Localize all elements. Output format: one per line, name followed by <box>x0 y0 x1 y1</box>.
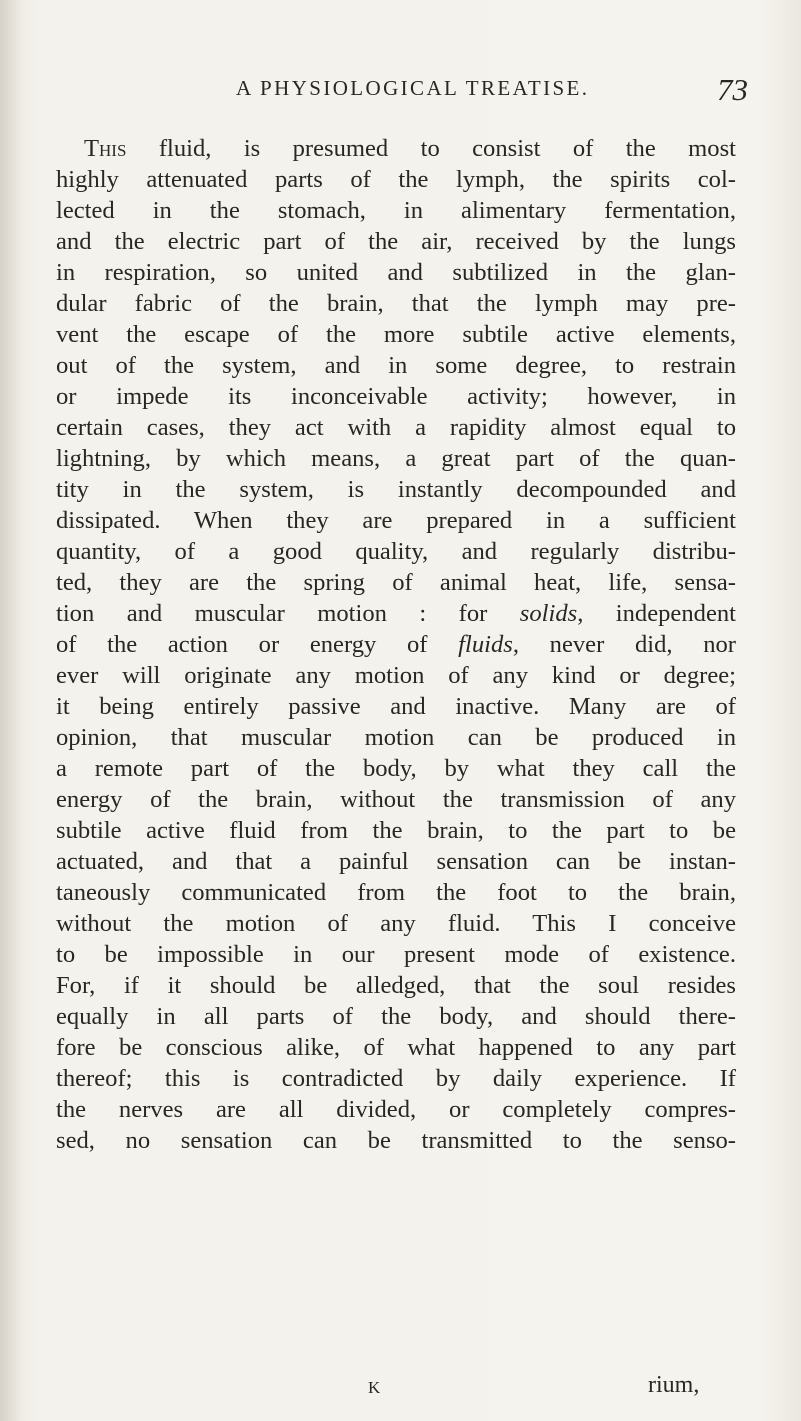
running-head <box>0 72 801 112</box>
italic-solids: solids <box>519 600 578 627</box>
text-line-29: equally in all parts of the body, and should there- <box>56 1003 736 1030</box>
text-line-33: sed, no sensation can be transmitted to the senso- <box>56 1127 736 1154</box>
text-line-26: without the motion of any fluid. This I conceive <box>56 910 736 937</box>
line-17-start: of the action or energy of <box>56 631 428 658</box>
page-footer <box>0 1372 801 1406</box>
line-1-remainder: fluid, is presumed to consist of the most <box>126 135 736 162</box>
page-number: 73 <box>717 72 748 107</box>
line-17-end: , never did, nor <box>512 631 736 658</box>
body-text <box>56 133 736 1156</box>
line-16-start: tion and muscular motion : for <box>56 600 488 627</box>
running-title: A PHYSIOLOGICAL TREATISE. <box>236 76 590 100</box>
text-line-17 <box>56 629 736 660</box>
text-line-31: thereof; this is contradicted by daily experience. If <box>56 1065 736 1092</box>
text-line-12: tity in the system, is instantly decompounded and <box>56 476 736 503</box>
text-line-7: vent the escape of the more subtile active elements, <box>56 321 736 348</box>
line-16-end: , independent <box>577 600 736 627</box>
text-line-19: it being entirely passive and inactive. Many are of <box>56 693 736 720</box>
text-line-15: ted, they are the spring of animal heat, life, sensa- <box>56 569 736 596</box>
text-line-8: out of the system, and in some degree, to restrain <box>56 352 736 379</box>
text-line-4: and the electric part of the air, received by the lungs <box>56 228 736 255</box>
signature-mark: K <box>368 1378 381 1397</box>
drop-letter: T <box>84 135 100 162</box>
catchword: rium, <box>648 1372 700 1398</box>
text-line-9: or impede its inconceivable activity; however, in <box>56 383 736 410</box>
text-line-30: fore be conscious alike, of what happened to any part <box>56 1034 736 1061</box>
text-line-27: to be impossible in our present mode of existence. <box>56 941 736 968</box>
text-line-16 <box>56 598 736 629</box>
text-line-21: a remote part of the body, by what they call the <box>56 755 736 782</box>
text-line-32: the nerves are all divided, or completely compres- <box>56 1096 736 1123</box>
italic-fluids: fluids <box>458 631 513 658</box>
text-line-10: certain cases, they act with a rapidity almost equal to <box>56 414 736 441</box>
text-line-24: actuated, and that a painful sensation can be instan- <box>56 848 736 875</box>
text-line-23: subtile active fluid from the brain, to the part to be <box>56 817 736 844</box>
text-line-14: quantity, of a good quality, and regularly distribu- <box>56 538 736 565</box>
text-line-3: lected in the stomach, in alimentary fermentation, <box>56 197 736 224</box>
text-line-22: energy of the brain, without the transmission of any <box>56 786 736 813</box>
text-line-6: dular fabric of the brain, that the lymph may pre- <box>56 290 736 317</box>
text-line-2: highly attenuated parts of the lymph, the spirits col- <box>56 166 736 193</box>
text-line-1 <box>56 133 736 164</box>
text-line-20: opinion, that muscular motion can be produced in <box>56 724 736 751</box>
text-line-11: lightning, by which means, a great part of the quan- <box>56 445 736 472</box>
text-line-28: For, if it should be alledged, that the soul resides <box>56 972 736 999</box>
small-caps-word: his <box>99 135 127 162</box>
spine-shadow <box>0 0 22 1421</box>
text-line-18: ever will originate any motion of any kind or degree; <box>56 662 736 689</box>
text-line-5: in respiration, so united and subtilized in the glan- <box>56 259 736 286</box>
text-line-25: taneously communicated from the foot to the brain, <box>56 879 736 906</box>
text-line-13: dissipated. When they are prepared in a sufficient <box>56 507 736 534</box>
